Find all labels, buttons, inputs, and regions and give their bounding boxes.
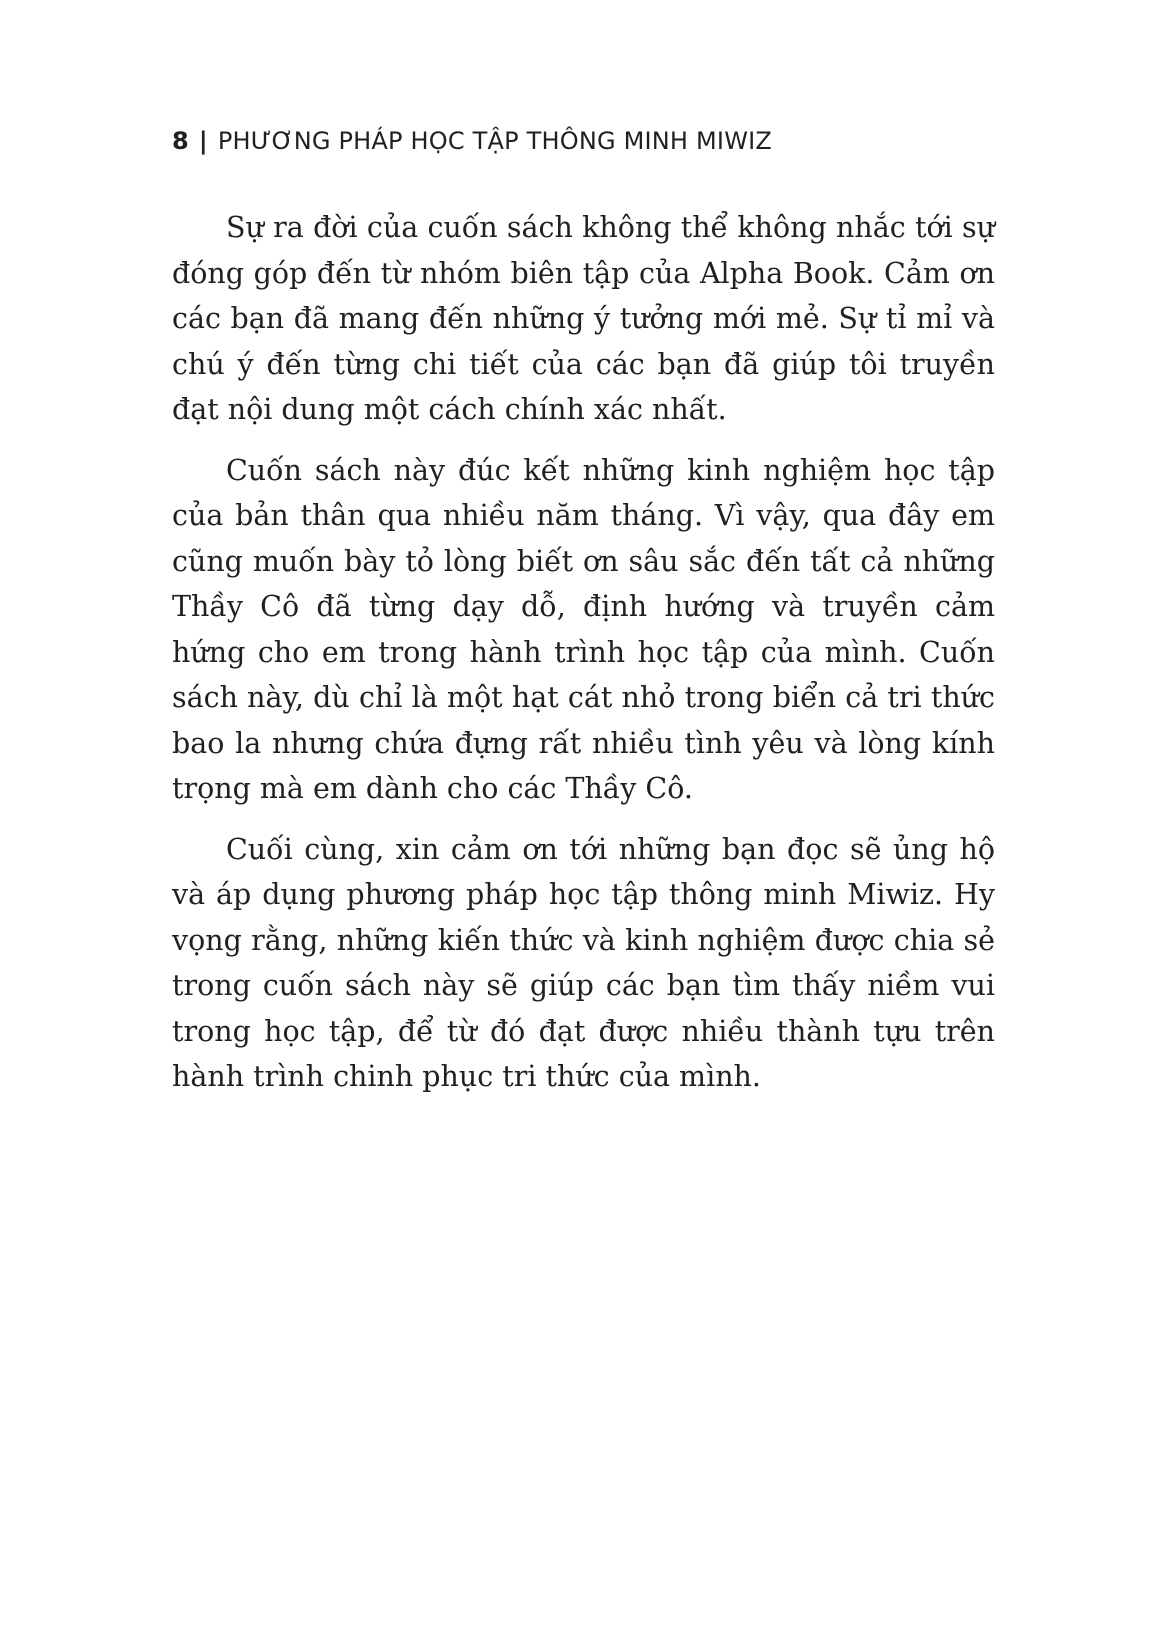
book-title: PHƯƠNG PHÁP HỌC TẬP THÔNG MINH MIWIZ	[217, 127, 773, 155]
header-divider: |	[198, 127, 208, 155]
running-header	[172, 126, 772, 156]
paragraph-acknowledgement-teachers: Cuốn sách này đúc kết những kinh nghiệm học tập của bản thân qua nhiều năm tháng. Vì vậy, qua đây em cũng muốn bày tỏ lòng biết ơn sâu sắc đến tất cả những Thầy Cô đã từng dạy dỗ, định hướng và truyền cảm hứng cho em trong hành trình học tập của mình. Cuốn sách này, dù chỉ là một hạt cát nhỏ trong biển cả tri thức bao la nhưng chứa đựng rất nhiều tình yêu và lòng kính trọng mà em dành cho các Thầy Cô.	[172, 453, 995, 805]
body-text	[172, 205, 995, 1115]
paragraph-acknowledgement-readers: Cuối cùng, xin cảm ơn tới những bạn đọc sẽ ủng hộ và áp dụng phương pháp học tập thông minh Miwiz. Hy vọng rằng, những kiến thức và kinh nghiệm được chia sẻ trong cuốn sách này sẽ giúp các bạn tìm thấy niềm vui trong học tập, để từ đó đạt được nhiều thành tựu trên hành trình chinh phục tri thức của mình.	[172, 832, 995, 1093]
paragraph-acknowledgement-editors: Sự ra đời của cuốn sách không thể không nhắc tới sự đóng góp đến từ nhóm biên tập của Alpha Book. Cảm ơn các bạn đã mang đến những ý tưởng mới mẻ. Sự tỉ mỉ và chú ý đến từng chi tiết của các bạn đã giúp tôi truyền đạt nội dung một cách chính xác nhất.	[172, 211, 995, 426]
page-number: 8	[172, 127, 189, 155]
